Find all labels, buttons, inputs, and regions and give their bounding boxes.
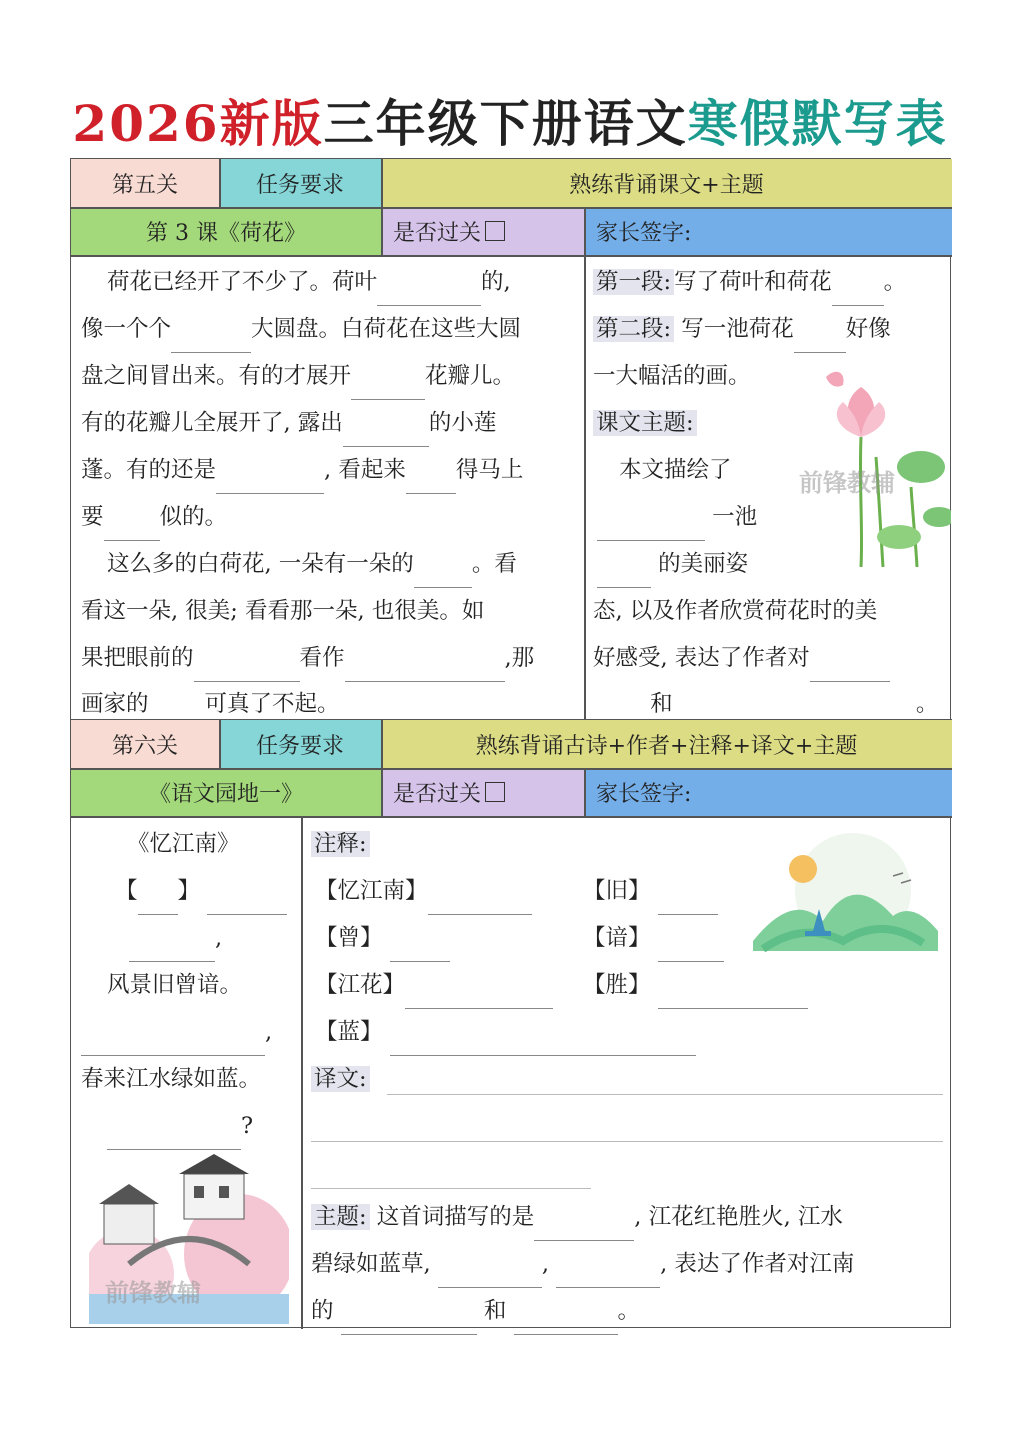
poem-line-3: , — [81, 1009, 272, 1056]
theme-line: 碧绿如蓝草, , , 表达了作者对江南 — [311, 1241, 854, 1288]
blank[interactable] — [341, 1304, 477, 1335]
level-6-label: 第六关 — [71, 720, 219, 768]
passage-line: 有的花瓣儿全展开了, 露出 的小莲 — [81, 400, 496, 447]
watermark: 前锋教辅 — [105, 1278, 201, 1307]
blank[interactable] — [345, 651, 505, 682]
note-item: 【江花】 — [315, 962, 553, 1009]
pass-label: 是否过关 — [393, 220, 482, 246]
blank[interactable] — [658, 884, 718, 915]
pass-check-6[interactable] — [381, 768, 584, 816]
theme-label: 课文主题: — [593, 400, 697, 447]
paragraph-2: 第二段: 写一池荷花 好像 — [593, 306, 891, 353]
paragraph-1: 第一段: 写了荷叶和荷花 。 — [593, 259, 906, 306]
landscape-icon — [743, 831, 943, 981]
worksheet — [70, 158, 951, 1328]
blank[interactable] — [406, 463, 456, 494]
passage-line: 要 似的。 — [81, 494, 227, 541]
blank[interactable] — [343, 416, 429, 447]
title-new: 新版 — [219, 94, 324, 153]
title-grade: 三年级下册语文 — [323, 94, 688, 153]
blank[interactable] — [207, 884, 287, 915]
level-5-label: 第五关 — [71, 159, 219, 207]
theme-line: 本文描绘了 — [619, 457, 732, 483]
poem-author: 【 】 — [115, 868, 287, 915]
pass-label: 是否过关 — [393, 781, 482, 807]
task-label-6: 任务要求 — [219, 720, 381, 768]
theme-line: 好感受, 表达了作者对 — [593, 635, 890, 682]
parent-sign-label: 家长签字: — [596, 781, 692, 807]
note-item: 【曾】 — [315, 915, 450, 962]
pass-check-5[interactable] — [381, 207, 584, 255]
checkbox-icon[interactable] — [485, 221, 505, 241]
blank[interactable] — [794, 322, 846, 353]
blank[interactable] — [81, 1025, 265, 1056]
blank[interactable] — [438, 1257, 542, 1288]
translation-line[interactable] — [387, 1094, 943, 1095]
lesson-6: 《语文园地一》 — [71, 768, 381, 816]
theme-line: 主题: 这首词描写的是 , 江花红艳胜火, 江水 — [311, 1194, 843, 1241]
blank[interactable] — [597, 557, 651, 588]
blank[interactable] — [216, 463, 324, 494]
note-item: 【旧】 — [583, 868, 718, 915]
passage-line: 看这一朵, 很美; 看看那一朵, 也很美。如 — [81, 598, 485, 624]
blank[interactable] — [390, 931, 450, 962]
blank[interactable] — [514, 1304, 618, 1335]
translation-line[interactable] — [311, 1188, 591, 1189]
blank[interactable] — [810, 651, 890, 682]
theme-line: 的美丽姿 — [597, 541, 748, 588]
parent-sign-label: 家长签字: — [596, 220, 692, 246]
poem-line-5: ? — [107, 1103, 253, 1150]
blank[interactable] — [414, 557, 472, 588]
translation-label: 译文: — [311, 1056, 370, 1103]
blank[interactable] — [194, 651, 300, 682]
title-sheet: 寒假默写表 — [687, 94, 948, 153]
task-6: 熟练背诵古诗+作者+注释+译文+主题 — [381, 720, 952, 768]
blank[interactable] — [556, 1257, 660, 1288]
note-item: 【胜】 — [583, 962, 808, 1009]
blank[interactable] — [658, 931, 724, 962]
blank[interactable] — [597, 510, 705, 541]
lesson-5: 第 3 课《荷花》 — [71, 207, 381, 255]
blank[interactable] — [377, 275, 481, 306]
note-item: 【蓝】 — [315, 1009, 696, 1056]
parent-sign-5[interactable] — [584, 207, 952, 255]
task-5: 熟练背诵课文+主题 — [381, 159, 952, 207]
blank[interactable] — [104, 510, 160, 541]
task-label-5: 任务要求 — [219, 159, 381, 207]
theme-line: 的 和 。 — [311, 1288, 640, 1335]
blank[interactable] — [171, 322, 251, 353]
blank[interactable] — [428, 884, 532, 915]
blank[interactable] — [129, 931, 215, 962]
translation-line[interactable] — [311, 1141, 943, 1142]
passage-line: 像一个个 大圆盘。白荷花在这些大圆 — [81, 306, 521, 353]
poem-line-2: 风景旧曾谙。 — [107, 972, 243, 998]
passage-line: 荷花已经开了不少了。荷叶 的, — [107, 259, 511, 306]
checkbox-icon[interactable] — [485, 782, 505, 802]
blank[interactable] — [534, 1210, 634, 1241]
note-item: 【忆江南】 — [315, 868, 532, 915]
passage-line: 这么多的白荷花, 一朵有一朵的 。看 — [107, 541, 517, 588]
note-item: 【谙】 — [583, 915, 724, 962]
theme-line: 一池 — [597, 494, 757, 541]
passage-line: 果把眼前的 看作 ,那 — [81, 635, 534, 682]
passage-line: 画家的 可真了不起。 — [81, 681, 340, 728]
blank[interactable] — [390, 1025, 696, 1056]
watermark: 前锋教辅 — [799, 468, 895, 497]
blank[interactable] — [658, 978, 808, 1009]
poem-line-4: 春来江水绿如蓝。 — [81, 1066, 262, 1092]
theme-line: 态, 以及作者欣赏荷花时的美 — [593, 598, 878, 624]
poem-line-1: , — [129, 915, 222, 962]
blank[interactable] — [351, 369, 425, 400]
blank[interactable] — [832, 275, 884, 306]
blank[interactable] — [138, 884, 178, 915]
paragraph-2-cont: 一大幅活的画。 — [593, 363, 751, 389]
page-title — [0, 84, 1020, 156]
notes-label: 注释: — [311, 821, 370, 868]
blank[interactable] — [405, 978, 553, 1009]
passage-line: 盘之间冒出来。有的才展开 花瓣儿。 — [81, 353, 515, 400]
passage-line: 蓬。有的还是 , 看起来 得马上 — [81, 447, 523, 494]
title-year: 2026 — [72, 94, 220, 153]
poem-title: 《忆江南》 — [127, 831, 240, 857]
theme-line: 和 。 — [597, 681, 938, 728]
parent-sign-6[interactable] — [584, 768, 952, 816]
